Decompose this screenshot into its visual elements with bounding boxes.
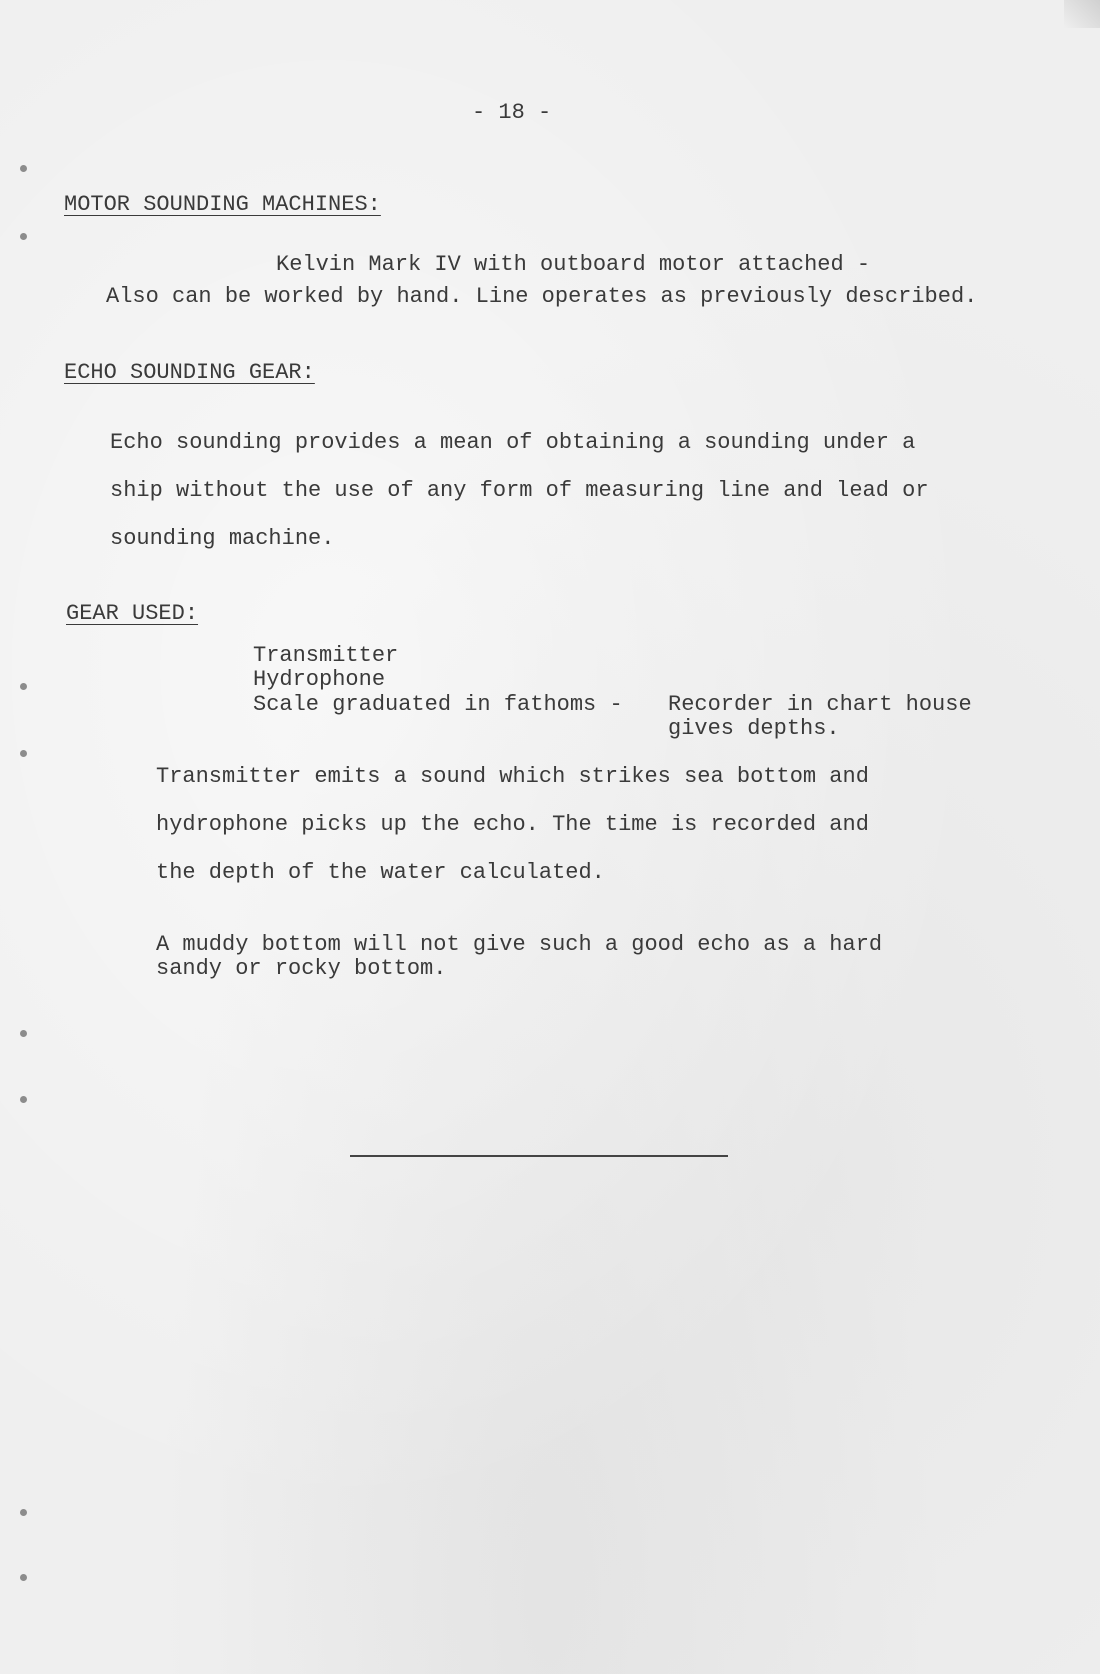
echo-text-line: ship without the use of any form of measuring line and lead or <box>110 478 929 503</box>
echo-text-line: sounding machine. <box>110 526 335 551</box>
binder-hole <box>20 683 27 690</box>
binder-hole <box>20 1096 27 1103</box>
gear-item-transmitter: Transmitter <box>253 643 399 668</box>
gear-item-hydrophone: Hydrophone <box>253 667 386 692</box>
gear-item-scale: Scale graduated in fathoms - <box>253 692 623 717</box>
binder-hole <box>20 233 27 240</box>
paragraph-line: A muddy bottom will not give such a good echo as a hard <box>156 932 883 957</box>
echo-text-line: Echo sounding provides a mean of obtaining a sounding under a <box>110 430 916 455</box>
paragraph-line: hydrophone picks up the echo. The time is recorded and <box>156 812 869 837</box>
page-number: - 18 - <box>472 100 552 125</box>
curled-corner <box>1064 0 1100 28</box>
paragraph-line: Transmitter emits a sound which strikes sea bottom and <box>156 764 869 789</box>
binder-hole <box>20 1509 27 1516</box>
closing-rule <box>350 1155 728 1157</box>
section-heading-echo: ECHO SOUNDING GEAR: <box>64 360 315 385</box>
section-heading-gear: GEAR USED: <box>66 601 199 626</box>
motor-text-line: Kelvin Mark IV with outboard motor attached - <box>276 252 871 277</box>
motor-text-line: Also can be worked by hand. Line operates as previously described. <box>106 284 978 309</box>
gear-item-recorder-continued: gives depths. <box>668 716 840 741</box>
binder-hole <box>20 750 27 757</box>
gear-item-recorder: Recorder in chart house <box>668 692 972 717</box>
binder-hole <box>20 1030 27 1037</box>
binder-hole <box>20 165 27 172</box>
binder-hole <box>20 1574 27 1581</box>
section-heading-motor: MOTOR SOUNDING MACHINES: <box>64 192 381 217</box>
paragraph-line: the depth of the water calculated. <box>156 860 605 885</box>
paragraph-line: sandy or rocky bottom. <box>156 956 447 981</box>
